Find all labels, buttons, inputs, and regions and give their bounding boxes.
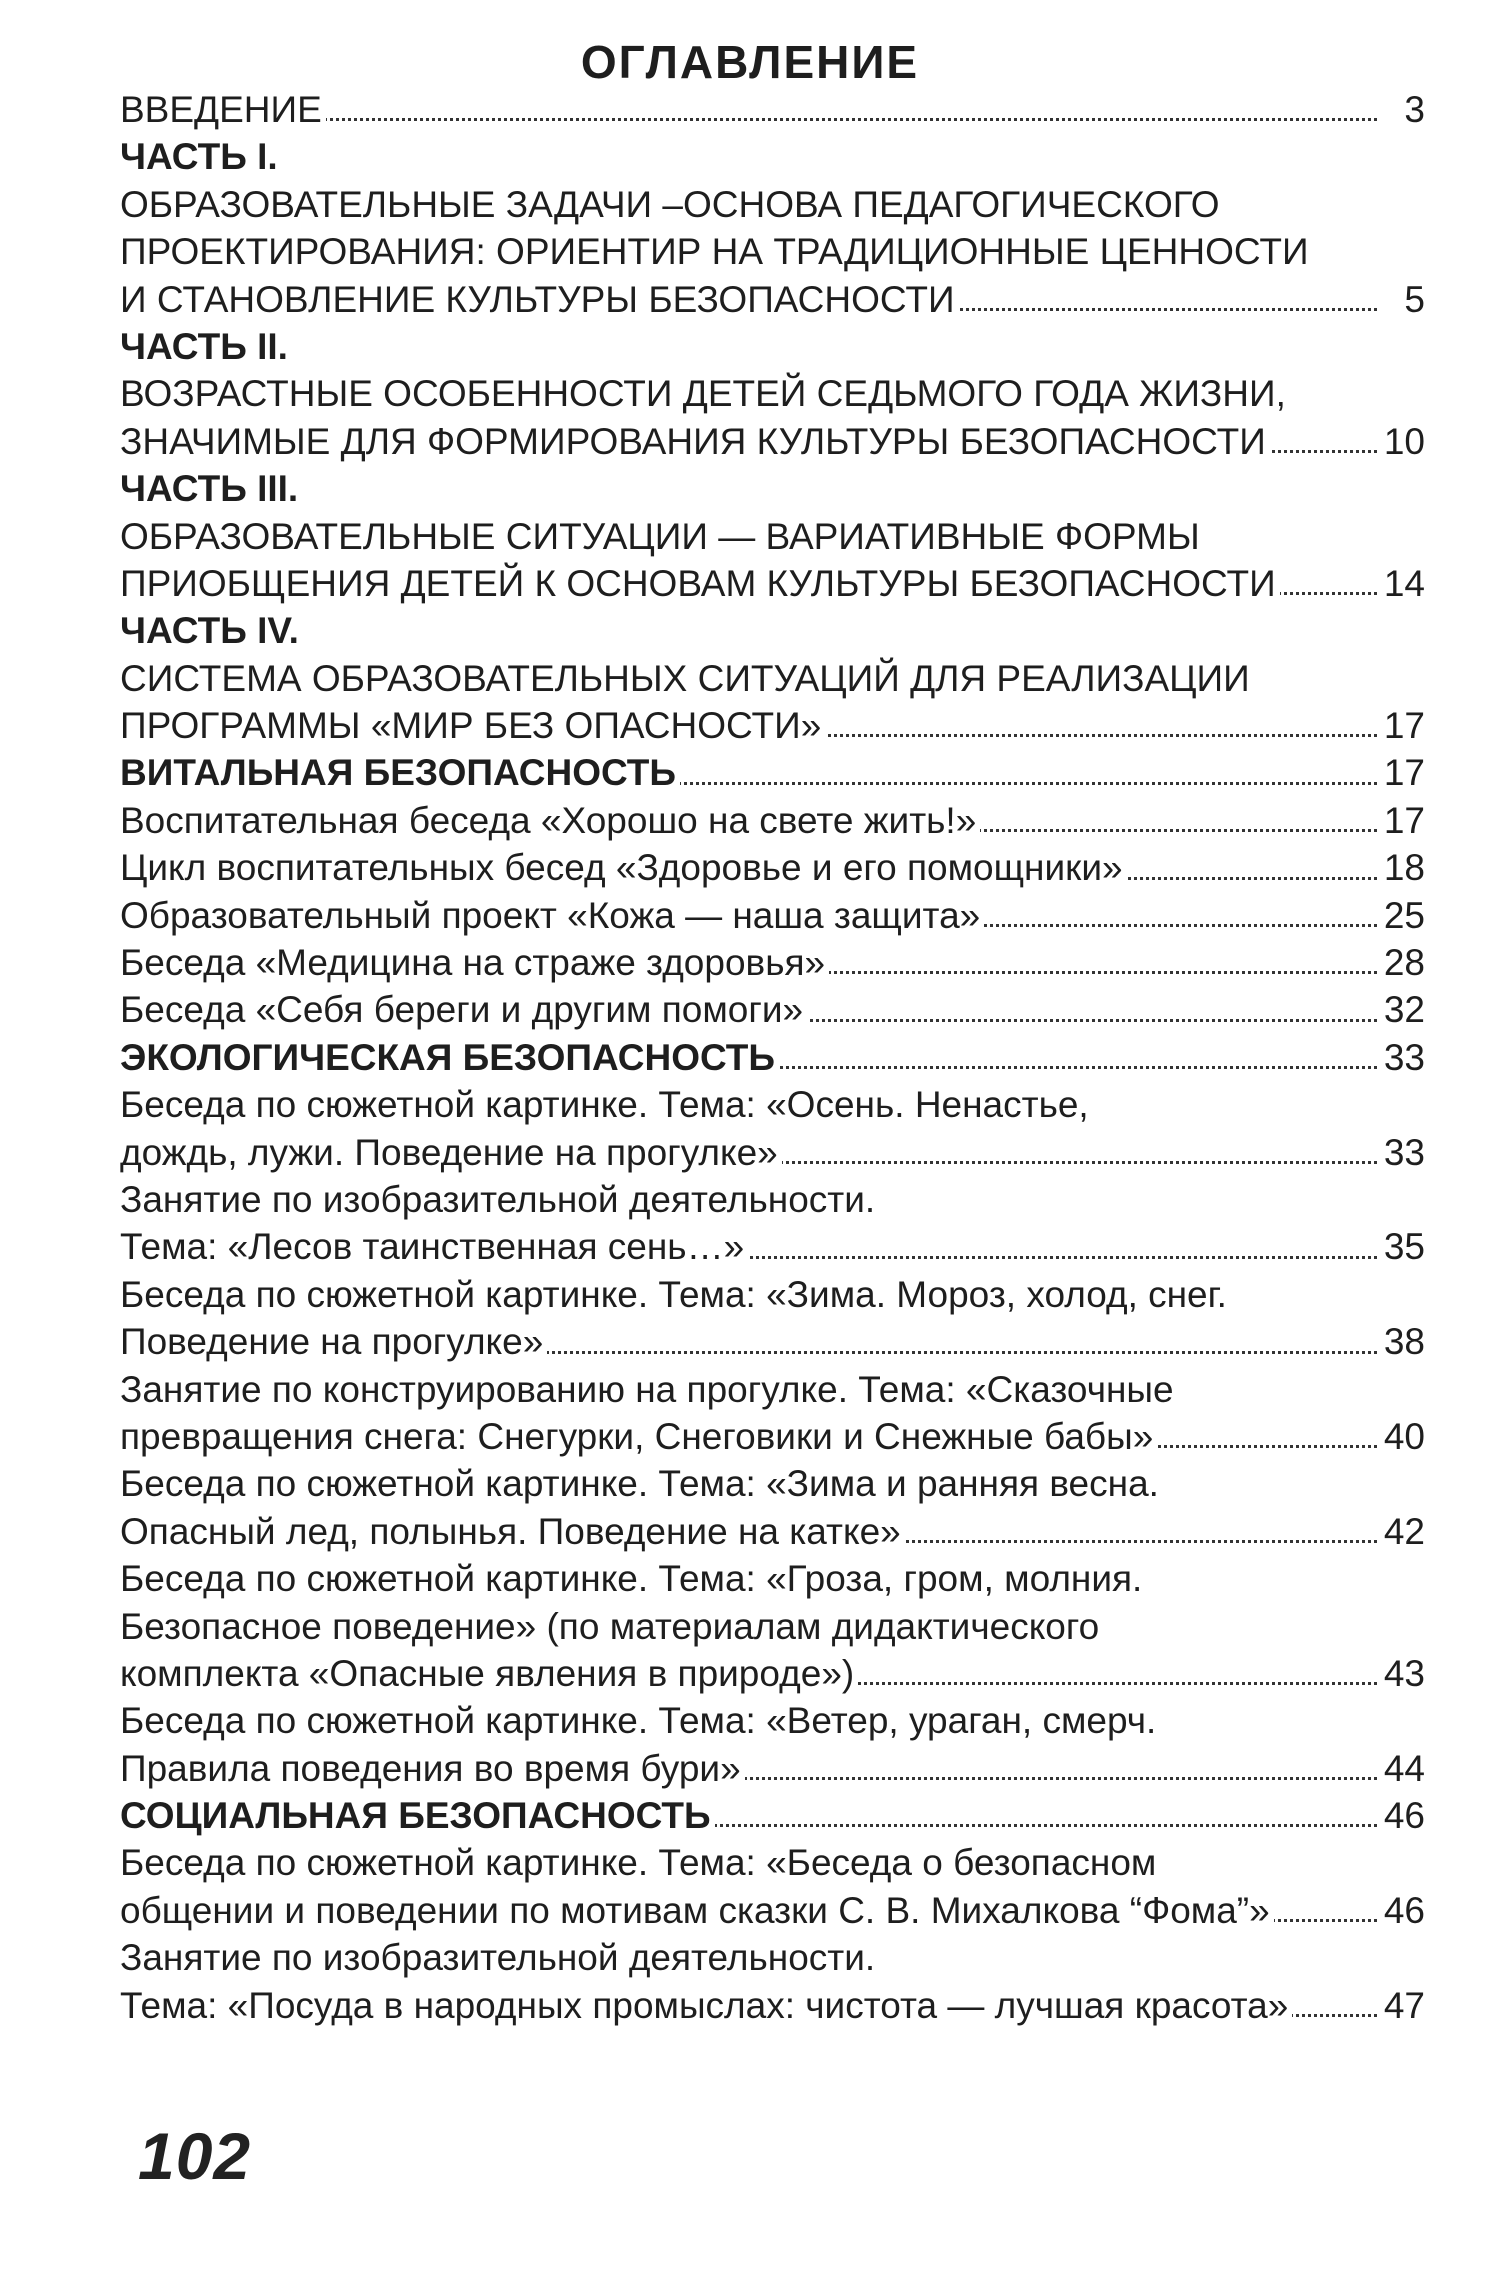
- toc-entry-text: И СТАНОВЛЕНИЕ КУЛЬТУРЫ БЕЗОПАСНОСТИ: [120, 279, 959, 320]
- toc-entry-text: ПРИОБЩЕНИЯ ДЕТЕЙ К ОСНОВАМ КУЛЬТУРЫ БЕЗОПАСНОСТИ: [120, 563, 1280, 604]
- toc-entry: [120, 1982, 1425, 2029]
- toc-entry-text: Опасный лед, полынья. Поведение на катке»: [120, 1511, 905, 1552]
- toc-entry-text: Цикл воспитательных бесед «Здоровье и его помощники»: [120, 847, 1127, 888]
- toc-part-heading: [120, 323, 1425, 370]
- toc-entry-text: ПРОЕКТИРОВАНИЯ: ОРИЕНТИР НА ТРАДИЦИОННЫЕ ЦЕННОСТИ: [120, 231, 1313, 272]
- toc-entry-text: ЗНАЧИМЫЕ ДЛЯ ФОРМИРОВАНИЯ КУЛЬТУРЫ БЕЗОПАСНОСТИ: [120, 421, 1270, 462]
- toc-entry-text: ОБРАЗОВАТЕЛЬНЫЕ СИТУАЦИИ — ВАРИАТИВНЫЕ ФОРМЫ: [120, 516, 1204, 557]
- toc-entry-text: общении и поведении по мотивам сказки С. В. Михалкова “Фома”»: [120, 1890, 1274, 1931]
- toc-entry: [120, 181, 1425, 228]
- toc-page-number: 25: [1380, 892, 1425, 939]
- toc-entry: [120, 1650, 1425, 1697]
- toc-entry: [120, 1555, 1425, 1602]
- toc-page-number: 17: [1380, 702, 1425, 749]
- toc-entry-text: превращения снега: Снегурки, Снеговики и Снежные бабы»: [120, 1416, 1157, 1457]
- toc-page-number: 46: [1380, 1792, 1425, 1839]
- toc-page-number: 35: [1380, 1223, 1425, 1270]
- toc-entry-text: Безопасное поведение» (по материалам дидактического: [120, 1606, 1103, 1647]
- toc-entry: [120, 939, 1425, 986]
- page-number: 102: [138, 2119, 252, 2193]
- toc-part-heading: [120, 133, 1425, 180]
- toc-entry: [120, 702, 1425, 749]
- toc-entry: [120, 1271, 1425, 1318]
- toc-entry-text: ВВЕДЕНИЕ: [120, 89, 326, 130]
- toc-page-number: 47: [1380, 1982, 1425, 2029]
- toc-page-number: 33: [1380, 1129, 1425, 1176]
- toc-entry-text: Тема: «Лесов таинственная сень…»: [120, 1226, 748, 1267]
- toc-entry: [120, 1839, 1425, 1886]
- toc-entry-text: Занятие по изобразительной деятельности.: [120, 1937, 879, 1978]
- toc-entry-text: Занятие по конструированию на прогулке. Тема: «Сказочные: [120, 1369, 1178, 1410]
- toc-entry-text: Беседа «Себя береги и другим помоги»: [120, 989, 807, 1030]
- toc-page-number: 44: [1380, 1745, 1425, 1792]
- toc-page-number: 17: [1380, 749, 1425, 796]
- toc-entry: [120, 797, 1425, 844]
- toc-entry-text: ПРОГРАММЫ «МИР БЕЗ ОПАСНОСТИ»: [120, 705, 825, 746]
- toc-entry-text: ВОЗРАСТНЫЕ ОСОБЕННОСТИ ДЕТЕЙ СЕДЬМОГО ГОДА ЖИЗНИ,: [120, 373, 1290, 414]
- toc-entry: [120, 844, 1425, 891]
- toc-entry-text: Беседа по сюжетной картинке. Тема: «Ветер, ураган, смерч.: [120, 1700, 1160, 1741]
- toc-entry: [120, 1934, 1425, 1981]
- toc-entry: [120, 1318, 1425, 1365]
- toc-page-number: 40: [1380, 1413, 1425, 1460]
- toc-entry: [120, 1745, 1425, 1792]
- toc-entry-text: ЧАСТЬ I.: [120, 136, 282, 177]
- toc-entry: [120, 418, 1425, 465]
- toc-entry: [120, 655, 1425, 702]
- toc-page-number: 46: [1380, 1887, 1425, 1934]
- page-title: ОГЛАВЛЕНИЕ: [580, 36, 920, 88]
- toc-entry: [120, 370, 1425, 417]
- toc-entry: [120, 1176, 1425, 1223]
- toc-entry: [120, 1603, 1425, 1650]
- toc-entry: [120, 1508, 1425, 1555]
- toc-entry-text: Беседа по сюжетной картинке. Тема: «Зима и ранняя весна.: [120, 1463, 1163, 1504]
- toc-entry-text: Беседа по сюжетной картинке. Тема: «Осень. Ненастье,: [120, 1084, 1093, 1125]
- toc-page-number: 38: [1380, 1318, 1425, 1365]
- toc-entry: [120, 1129, 1425, 1176]
- toc-section-heading: [120, 749, 1425, 796]
- toc-entry-text: Правила поведения во время бури»: [120, 1748, 745, 1789]
- toc-entry: [120, 86, 1425, 133]
- toc-page-number: 32: [1380, 986, 1425, 1033]
- toc-part-heading: [120, 607, 1425, 654]
- toc-entry-text: Беседа «Медицина на страже здоровья»: [120, 942, 829, 983]
- toc-entry: [120, 986, 1425, 1033]
- toc-entry: [120, 1887, 1425, 1934]
- toc-page-number: 14: [1380, 560, 1425, 607]
- toc-entry: [120, 560, 1425, 607]
- toc-entry-text: дождь, лужи. Поведение на прогулке»: [120, 1132, 782, 1173]
- toc-entry-text: Беседа по сюжетной картинке. Тема: «Беседа о безопасном: [120, 1842, 1160, 1883]
- toc-entry: [120, 228, 1425, 275]
- toc-entry: [120, 1697, 1425, 1744]
- toc-entry: [120, 513, 1425, 560]
- toc-entry: [120, 1413, 1425, 1460]
- toc-section-heading: [120, 1792, 1425, 1839]
- toc-entry-text: ЧАСТЬ IV.: [120, 610, 303, 651]
- toc-entry: [120, 276, 1425, 323]
- toc-entry-text: СИСТЕМА ОБРАЗОВАТЕЛЬНЫХ СИТУАЦИЙ ДЛЯ РЕАЛИЗАЦИИ: [120, 658, 1254, 699]
- toc-page-number: 33: [1380, 1034, 1425, 1081]
- toc-entry: [120, 1081, 1425, 1128]
- toc-entry-text: Образовательный проект «Кожа — наша защита»: [120, 895, 984, 936]
- toc-entry-text: Поведение на прогулке»: [120, 1321, 547, 1362]
- toc-entry-text: ЧАСТЬ III.: [120, 468, 302, 509]
- toc-page-number: 43: [1380, 1650, 1425, 1697]
- toc-entry: [120, 1460, 1425, 1507]
- toc-entry-text: Тема: «Посуда в народных промыслах: чистота — лучшая красота»: [120, 1985, 1292, 2026]
- toc-page-number: 17: [1380, 797, 1425, 844]
- toc-entry-text: ВИТАЛЬНАЯ БЕЗОПАСНОСТЬ: [120, 752, 680, 793]
- toc-entry-text: СОЦИАЛЬНАЯ БЕЗОПАСНОСТЬ: [120, 1795, 715, 1836]
- toc-entry-text: ЭКОЛОГИЧЕСКАЯ БЕЗОПАСНОСТЬ: [120, 1037, 779, 1078]
- toc-section-heading: [120, 1034, 1425, 1081]
- toc-entry-text: ЧАСТЬ II.: [120, 326, 292, 367]
- toc-entry-text: комплекта «Опасные явления в природе»): [120, 1653, 858, 1694]
- toc-entry: [120, 1366, 1425, 1413]
- toc-entry-text: ОБРАЗОВАТЕЛЬНЫЕ ЗАДАЧИ –ОСНОВА ПЕДАГОГИЧЕСКОГО: [120, 184, 1223, 225]
- toc-entry-text: Занятие по изобразительной деятельности.: [120, 1179, 879, 1220]
- toc-entry: [120, 892, 1425, 939]
- toc-entry-text: Воспитательная беседа «Хорошо на свете жить!»: [120, 800, 980, 841]
- toc-page-number: 42: [1380, 1508, 1425, 1555]
- toc-entry-text: Беседа по сюжетной картинке. Тема: «Зима. Мороз, холод, снег.: [120, 1274, 1231, 1315]
- toc-entry-text: Беседа по сюжетной картинке. Тема: «Гроза, гром, молния.: [120, 1558, 1146, 1599]
- toc-page-number: 3: [1400, 86, 1425, 133]
- table-of-contents: [120, 86, 1425, 2029]
- toc-page-number: 5: [1400, 276, 1425, 323]
- toc-part-heading: [120, 465, 1425, 512]
- toc-page-number: 18: [1380, 844, 1425, 891]
- toc-entry: [120, 1223, 1425, 1270]
- toc-page-number: 28: [1380, 939, 1425, 986]
- toc-page-number: 10: [1380, 418, 1425, 465]
